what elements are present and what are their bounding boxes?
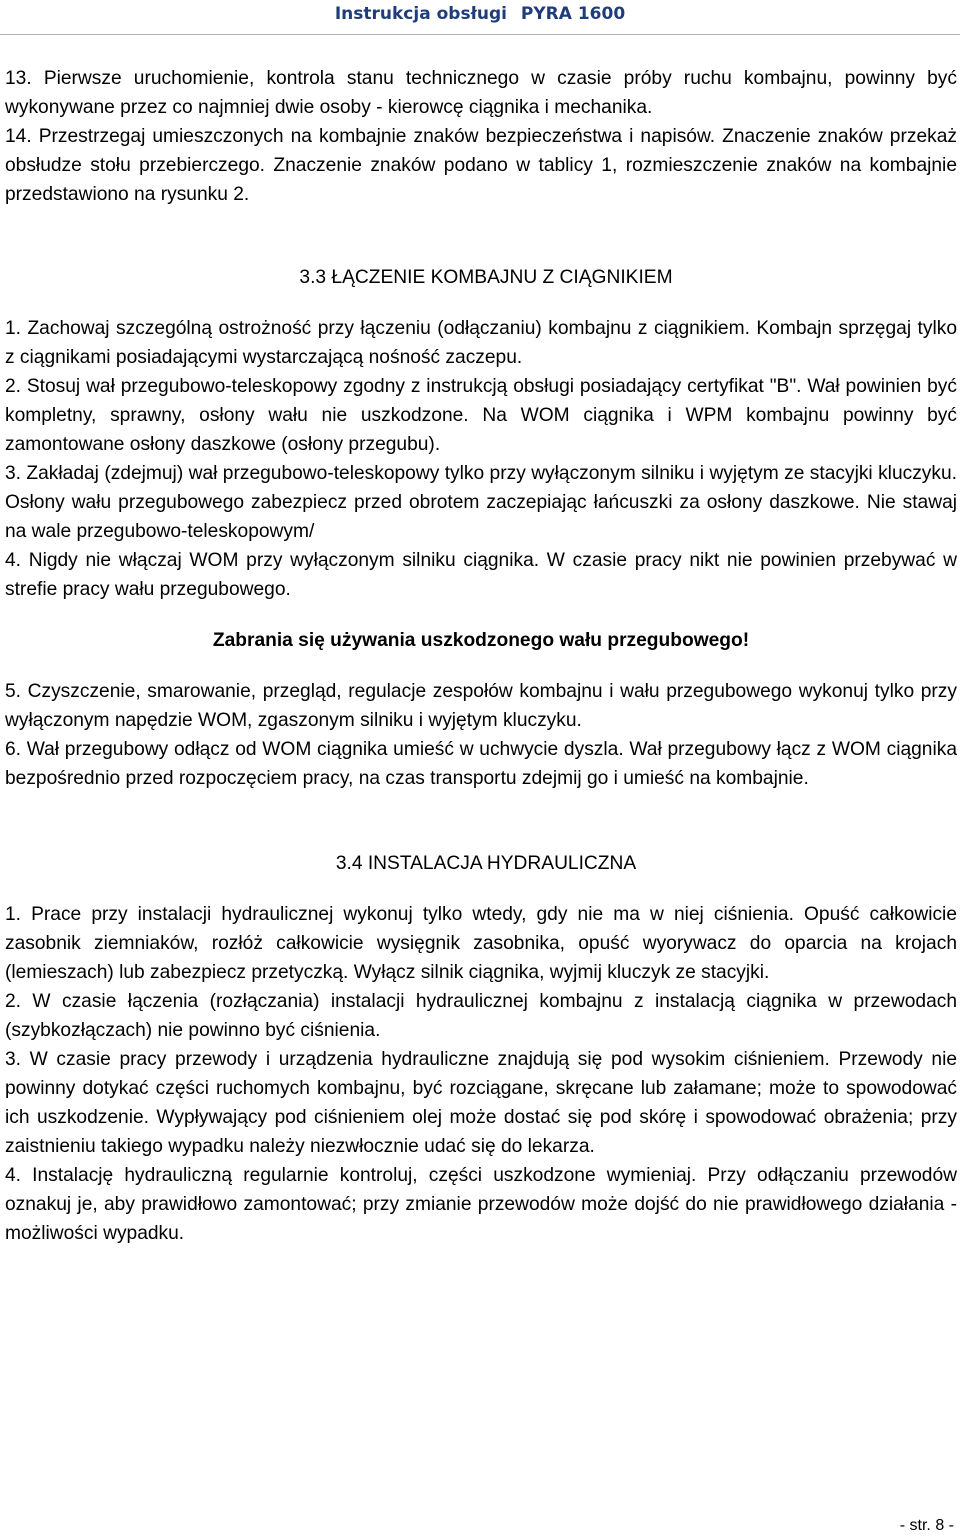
header-divider	[0, 34, 960, 35]
section-3-4-item-1: 1. Prace przy instalacji hydraulicznej wykonuj tylko wtedy, gdy nie ma w niej ciśnienia. Opuść całkowicie zasobnik ziemniaków, rozłóż całkowicie wysięgnik zasobnika, opuść wyorywacz do oparcia na krojach (lemieszach) lub zabezpiecz przetyczką. Wyłącz silnik ciągnika, wyjmij kluczyk ze stacyjki.	[5, 904, 957, 983]
section-3-4-item-4: 4. Instalację hydrauliczną regularnie kontroluj, części uszkodzone wymieniaj. Przy odłączaniu przewodów oznakuj je, aby prawidłowo zamontować; przy zmianie przewodów może dojść do nie prawidłowego działania - możliwości wypadku.	[5, 1165, 957, 1244]
section-3-4-item-2: 2. W czasie łączenia (rozłączania) instalacji hydraulicznej kombajnu z instalacją ciągnika w przewodach (szybkozłączach) nie powinno być ciśnienia.	[5, 991, 957, 1041]
section-3-3-item-6: 6. Wał przegubowy odłącz od WOM ciągnika umieść w uchwycie dyszla. Wał przegubowy łącz z WOM ciągnika bezpośrednio przed rozpoczęciem pracy, na czas transportu zdejmij go i umieść na kombajnie.	[5, 739, 957, 789]
section-3-3-item-5: 5. Czyszczenie, smarowanie, przegląd, regulacje zespołów kombajnu i wału przegubowego wykonuj tylko przy wyłączonym napędzie WOM, zgaszonym silniku i wyjętym kluczyku.	[5, 681, 957, 731]
page-number: - str. 8 -	[899, 1517, 954, 1534]
section-heading-3-3: 3.3 ŁĄCZENIE KOMBAJNU Z CIĄGNIKIEM	[299, 267, 673, 288]
header-title: Instrukcja obsługi	[334, 4, 507, 24]
section-heading-3-4: 3.4 INSTALACJA HYDRAULICZNA	[335, 853, 637, 874]
warning-text: Zabrania się używania uszkodzonego wału przegubowego!	[212, 630, 750, 651]
section-3-3-item-3: 3. Zakładaj (zdejmuj) wał przegubowo-teleskopowy tylko przy wyłączonym silniku i wyjętym ze stacyjki kluczyku. Osłony wału przegubowego zabezpiecz przed obrotem zaczepiając łańcuszki za osłony daszkowe. Nie stawaj na wale przegubowo-teleskopowym/	[5, 463, 957, 542]
document-body	[5, 64, 957, 1248]
section-3-4-item-3: 3. W czasie pracy przewody i urządzenia hydrauliczne znajdują się pod wysokim ciśnieniem. Przewody nie powinny dotykać części ruchomych kombajnu, być rozciągane, skręcane lub załamane; może to spowodować ich uszkodzenie. Wypływający pod ciśnieniem olej może dostać się pod skórę i spowodować obrażenia; przy zaistnieniu takiego wypadku należy niezwłocznie udać się do lekarza.	[5, 1049, 957, 1157]
paragraph-13: 13. Pierwsze uruchomienie, kontrola stanu technicznego w czasie próby ruchu kombajnu, powinny być wykonywane przez co najmniej dwie osoby - kierowcę ciągnika i mechanika.	[5, 68, 957, 118]
header-model: PYRA 1600	[520, 4, 626, 24]
paragraph-14: 14. Przestrzegaj umieszczonych na kombajnie znaków bezpieczeństwa i napisów. Znaczenie znaków przekaż obsłudze stołu przebierczego. Znaczenie znaków podano w tablicy 1, rozmieszczenie znaków na kombajnie przedstawiono na rysunku 2.	[5, 126, 957, 205]
section-3-3-item-1: 1. Zachowaj szczególną ostrożność przy łączeniu (odłączaniu) kombajnu z ciągnikiem. Kombajn sprzęgaj tylko z ciągnikami posiadającymi wystarczającą nośność zaczepu.	[5, 318, 957, 368]
section-3-3-item-4: 4. Nigdy nie włączaj WOM przy wyłączonym silniku ciągnika. W czasie pracy nikt nie powinien przebywać w strefie pracy wału przegubowego.	[5, 550, 957, 600]
page-header	[0, 0, 960, 29]
section-3-3-item-2: 2. Stosuj wał przegubowo-teleskopowy zgodny z instrukcją obsługi posiadający certyfikat "B". Wał powinien być kompletny, sprawny, osłony wału nie uszkodzone. Na WOM ciągnika i WPM kombajnu powinny być zamontowane osłony daszkowe (osłony przegubu).	[5, 376, 957, 455]
